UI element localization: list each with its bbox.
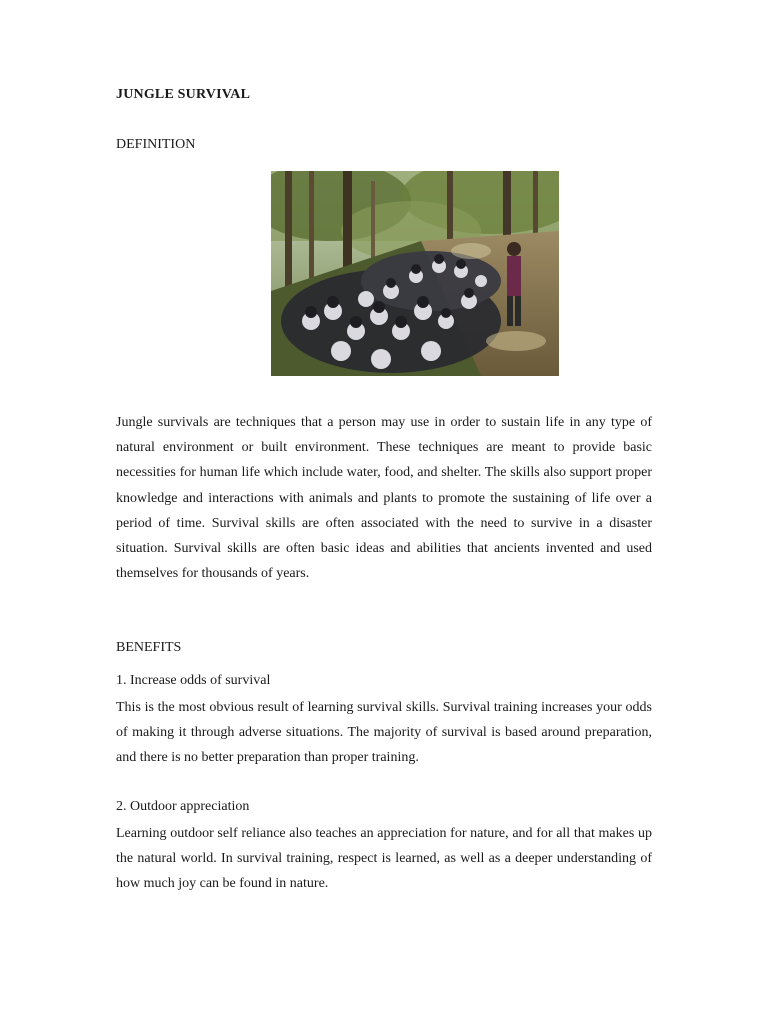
benefit-1-title: 1. Increase odds of survival	[116, 673, 271, 688]
benefits-heading: BENEFITS	[116, 640, 182, 655]
definition-paragraph: Jungle survivals are techniques that a person may use in order to sustain life in any type of natural environment or built environment. These techniques are meant to provide basic necessities for human life which include water, food, and shelter. The skills also support proper knowledge and interactions with animals and plants to promote the sustaining of life over a period of time. Survival skills are often associated with the need to survive in a disaster situation. Survival skills are often basic ideas and abilities that ancients invented and used themselves for thousands of years.	[116, 415, 652, 582]
definition-heading: DEFINITION	[116, 137, 196, 152]
group-photo-jungle	[271, 171, 559, 376]
document-title: JUNGLE SURVIVAL	[116, 87, 251, 102]
benefit-1-text: This is the most obvious result of learning survival skills. Survival training increases your odds of making it through adverse situations. The majority of survival is based around preparation, and there is no better preparation than proper training.	[116, 700, 652, 766]
benefit-2-text: Learning outdoor self reliance also teaches an appreciation for nature, and for all that makes up the natural world. In survival training, respect is learned, as well as a deeper understanding of how much joy can be found in nature.	[116, 826, 652, 892]
benefit-2-title: 2. Outdoor appreciation	[116, 799, 250, 814]
